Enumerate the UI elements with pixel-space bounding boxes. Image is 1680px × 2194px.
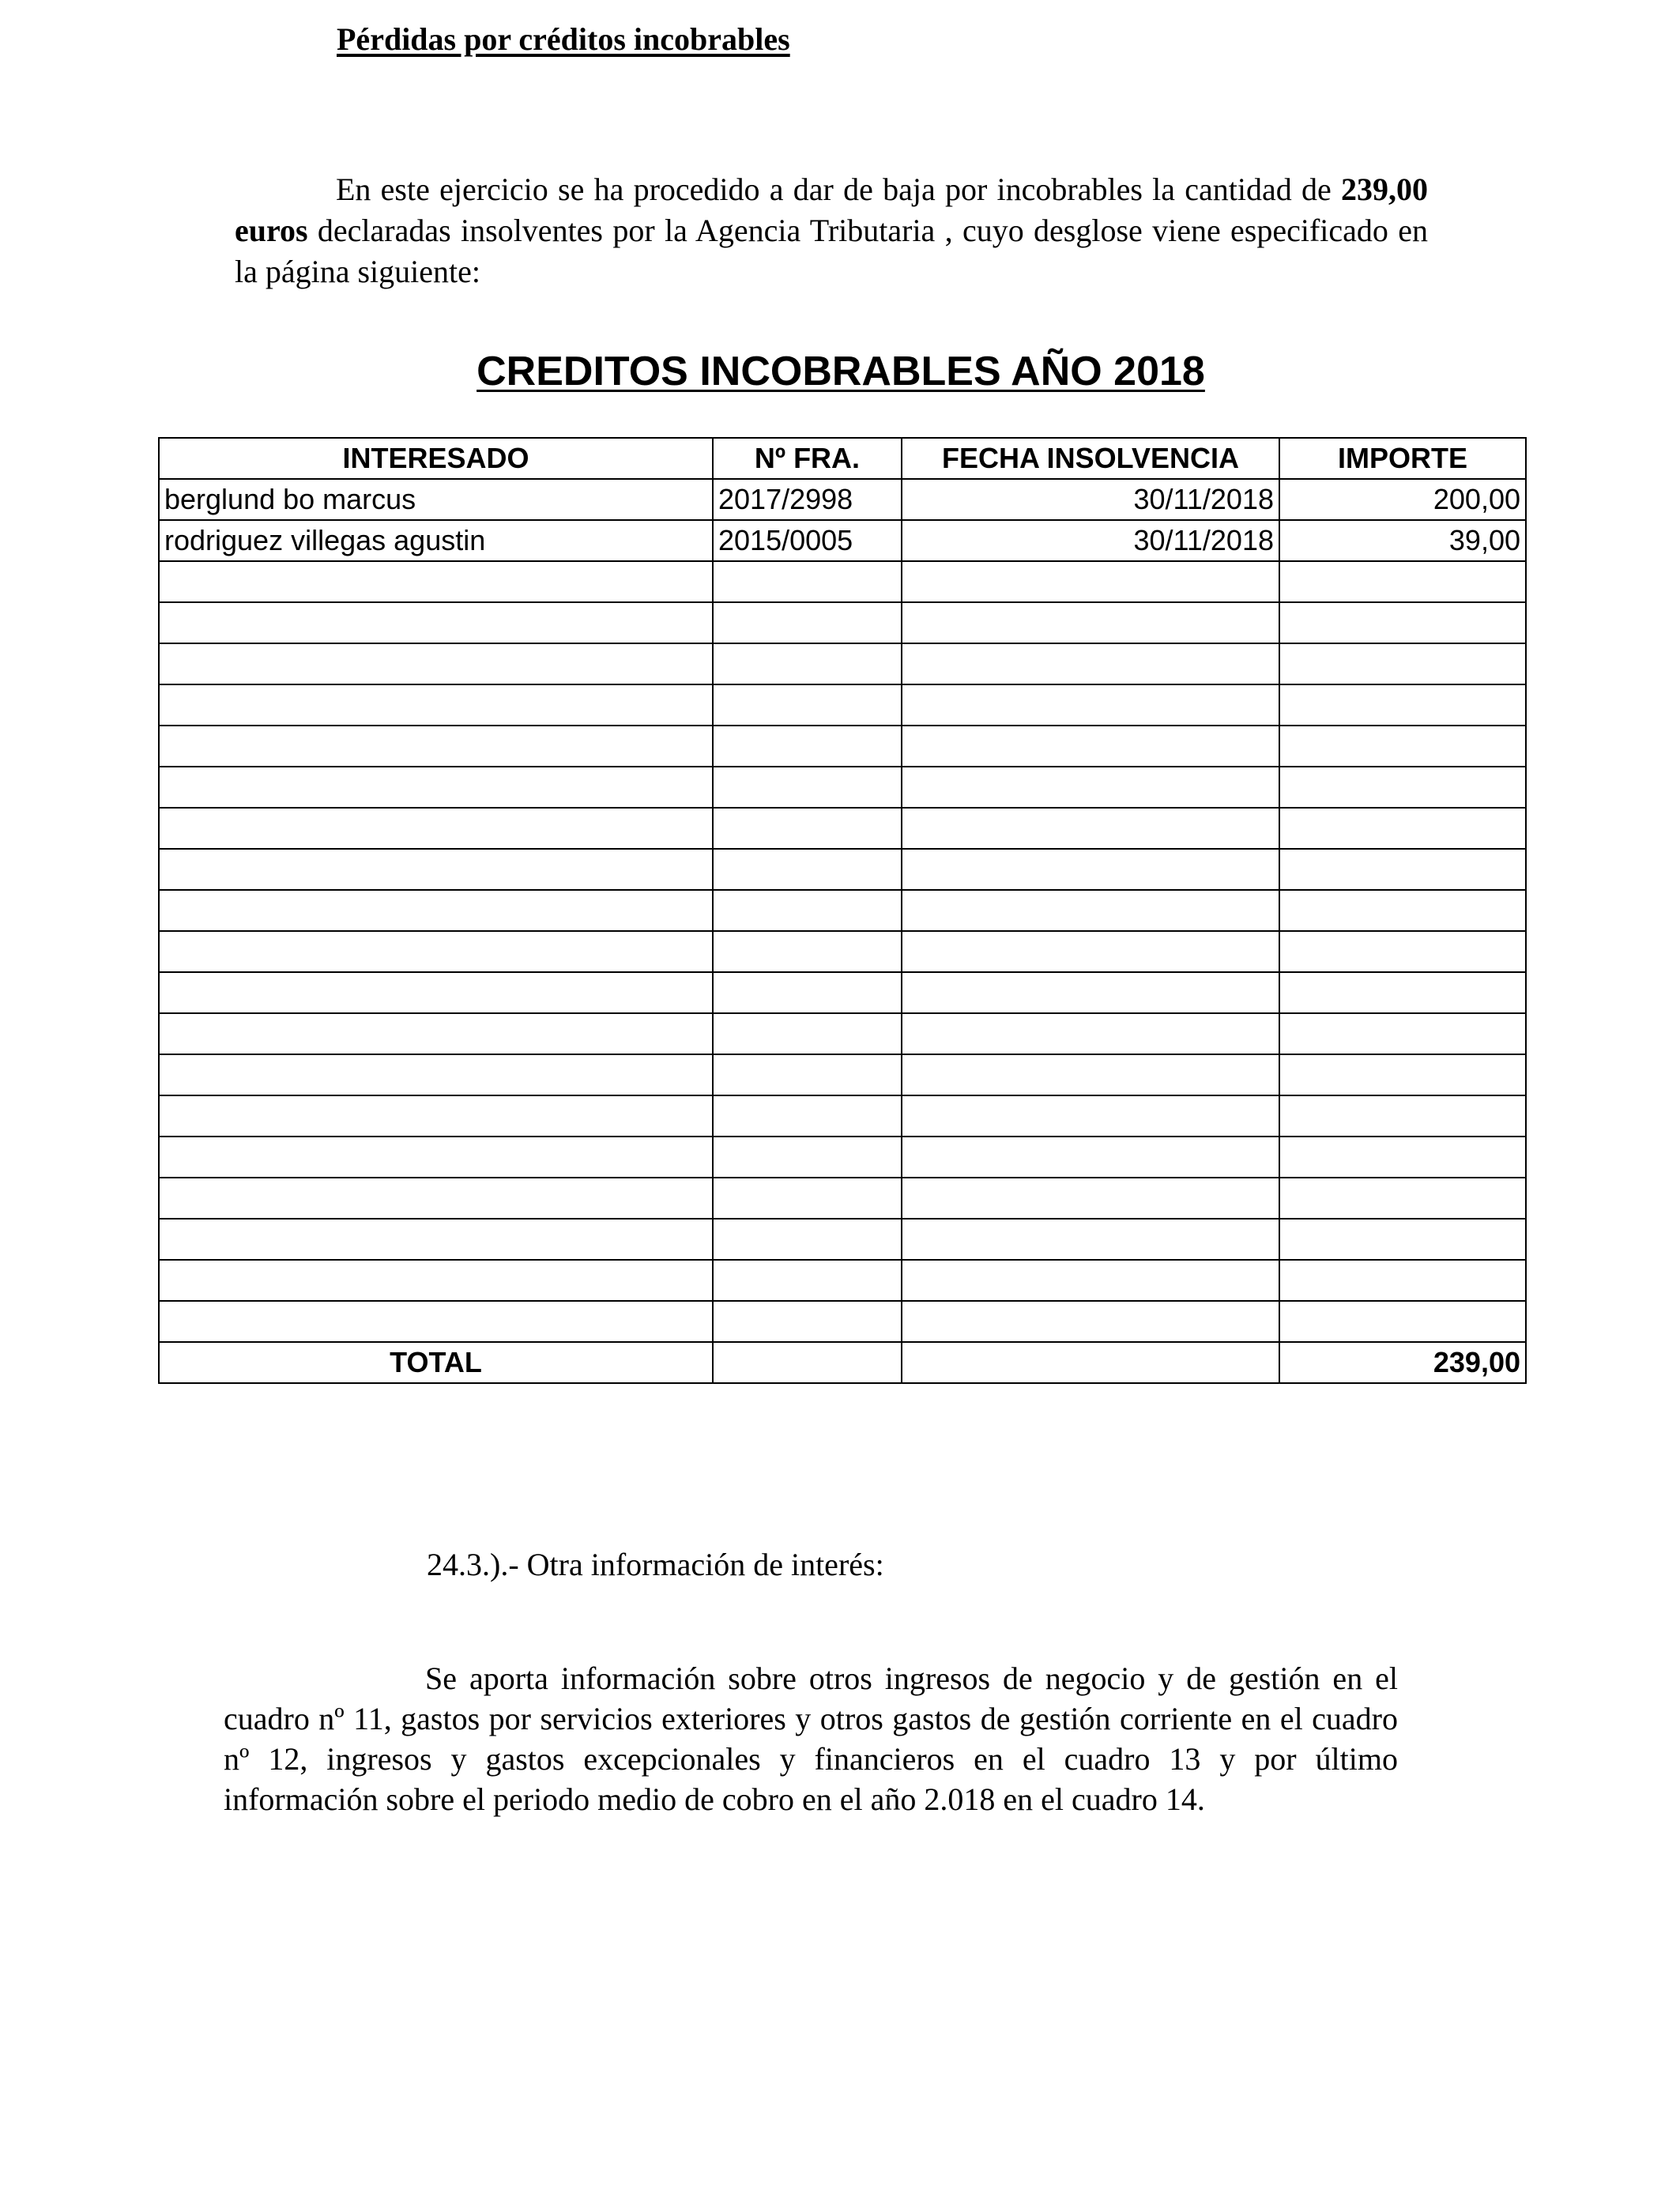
total-empty-cell [713,1342,902,1383]
fecha-insolvencia-cell [902,931,1279,972]
interesado-cell [159,726,713,767]
fecha-insolvencia-cell [902,1219,1279,1260]
numero-factura-cell [713,767,902,808]
importe-cell [1279,1137,1526,1178]
interesado-cell [159,1178,713,1219]
fecha-insolvencia-cell [902,602,1279,643]
numero-factura-cell [713,726,902,767]
table-row [159,684,1526,726]
numero-factura-cell [713,1013,902,1054]
table-row [159,726,1526,767]
numero-factura-cell [713,1137,902,1178]
fecha-insolvencia-cell [902,1013,1279,1054]
table-row [159,479,1526,520]
importe-cell [1279,972,1526,1013]
interesado-cell [159,890,713,931]
numero-factura-cell [713,849,902,890]
importe-cell [1279,643,1526,684]
importe-cell: 39,00 [1279,520,1526,561]
importe-cell [1279,561,1526,602]
numero-factura-cell [713,890,902,931]
importe-cell [1279,890,1526,931]
header-interesado: INTERESADO [159,438,713,479]
fecha-insolvencia-cell [902,1095,1279,1137]
numero-factura-cell [713,808,902,849]
importe-cell: 200,00 [1279,479,1526,520]
table-row [159,1260,1526,1301]
interesado-cell [159,1095,713,1137]
interesado-cell [159,1301,713,1342]
table-row [159,1219,1526,1260]
header-numero-factura: Nº FRA. [713,438,902,479]
table-header-row [159,438,1526,479]
table-row [159,1301,1526,1342]
importe-cell [1279,931,1526,972]
interesado-cell: berglund bo marcus [159,479,713,520]
numero-factura-cell: 2015/0005 [713,520,902,561]
intro-text-end: declaradas insolventes por la Agencia Tributaria , cuyo desglose viene especificado en la página siguiente: [235,213,1428,289]
table-row [159,890,1526,931]
numero-factura-cell [713,931,902,972]
fecha-insolvencia-cell: 30/11/2018 [902,479,1279,520]
interesado-cell [159,561,713,602]
table-title-text: CREDITOS INCOBRABLES AÑO 2018 [477,349,1205,394]
importe-cell [1279,1260,1526,1301]
numero-factura-cell [713,1178,902,1219]
fecha-insolvencia-cell [902,890,1279,931]
interesado-cell [159,849,713,890]
importe-cell [1279,1219,1526,1260]
interesado-cell [159,808,713,849]
fecha-insolvencia-cell [902,1301,1279,1342]
table-row [159,849,1526,890]
table-row [159,643,1526,684]
numero-factura-cell [713,1054,902,1095]
total-value: 239,00 [1279,1342,1526,1383]
importe-cell [1279,849,1526,890]
table-row [159,1178,1526,1219]
fecha-insolvencia-cell [902,1178,1279,1219]
interesado-cell [159,602,713,643]
importe-cell [1279,1178,1526,1219]
numero-factura-cell [713,1219,902,1260]
fecha-insolvencia-cell [902,1054,1279,1095]
table-row [159,767,1526,808]
interesado-cell [159,1137,713,1178]
interesado-cell [159,972,713,1013]
numero-factura-cell [713,561,902,602]
importe-cell [1279,726,1526,767]
header-importe: IMPORTE [1279,438,1526,479]
interesado-cell [159,1260,713,1301]
credits-table [158,437,1527,1384]
importe-cell [1279,1013,1526,1054]
interesado-cell [159,1054,713,1095]
fecha-insolvencia-cell [902,849,1279,890]
importe-cell [1279,1095,1526,1137]
section-title: Pérdidas por créditos incobrables [337,21,790,57]
table-row [159,520,1526,561]
interesado-cell [159,931,713,972]
table-row [159,1095,1526,1137]
table-row [159,602,1526,643]
intro-text-start: En este ejercicio se ha procedido a dar de baja por incobrables la cantidad de [336,172,1341,207]
fecha-insolvencia-cell [902,767,1279,808]
interesado-cell [159,643,713,684]
numero-factura-cell [713,972,902,1013]
other-info-paragraph: Se aporta información sobre otros ingresos de negocio y de gestión en el cuadro nº 11, gastos por servicios exteriores y otros gastos de gestión corriente en el cuadro nº 12, ingresos y gastos excepcionales y financieros en el cuadro 13 y por último información sobre el periodo medio de cobro en el año 2.018 en el cuadro 14. [224,1661,1398,1817]
interesado-cell [159,767,713,808]
importe-cell [1279,1054,1526,1095]
header-fecha-insolvencia: FECHA INSOLVENCIA [902,438,1279,479]
table-row [159,1054,1526,1095]
interesado-cell [159,1219,713,1260]
total-label: TOTAL [159,1342,713,1383]
numero-factura-cell [713,1260,902,1301]
fecha-insolvencia-cell [902,808,1279,849]
fecha-insolvencia-cell [902,684,1279,726]
table-row [159,931,1526,972]
importe-cell [1279,602,1526,643]
importe-cell [1279,1301,1526,1342]
table-body [159,479,1526,1342]
table-row [159,972,1526,1013]
table-title [0,348,1680,395]
fecha-insolvencia-cell [902,972,1279,1013]
intro-amount: 239,00 euros [235,172,1428,248]
table-row [159,561,1526,602]
numero-factura-cell [713,643,902,684]
other-info-heading: 24.3.).- Otra información de interés: [427,1547,884,1582]
interesado-cell [159,1013,713,1054]
numero-factura-cell [713,602,902,643]
table-row [159,1013,1526,1054]
fecha-insolvencia-cell [902,1137,1279,1178]
fecha-insolvencia-cell [902,561,1279,602]
numero-factura-cell [713,1301,902,1342]
importe-cell [1279,684,1526,726]
table-total-row [159,1342,1526,1383]
intro-paragraph [235,169,1428,292]
fecha-insolvencia-cell [902,726,1279,767]
importe-cell [1279,808,1526,849]
numero-factura-cell: 2017/2998 [713,479,902,520]
importe-cell [1279,767,1526,808]
total-empty-cell [902,1342,1279,1383]
fecha-insolvencia-cell: 30/11/2018 [902,520,1279,561]
interesado-cell [159,684,713,726]
fecha-insolvencia-cell [902,643,1279,684]
numero-factura-cell [713,684,902,726]
table-row [159,808,1526,849]
fecha-insolvencia-cell [902,1260,1279,1301]
numero-factura-cell [713,1095,902,1137]
table-row [159,1137,1526,1178]
interesado-cell: rodriguez villegas agustin [159,520,713,561]
